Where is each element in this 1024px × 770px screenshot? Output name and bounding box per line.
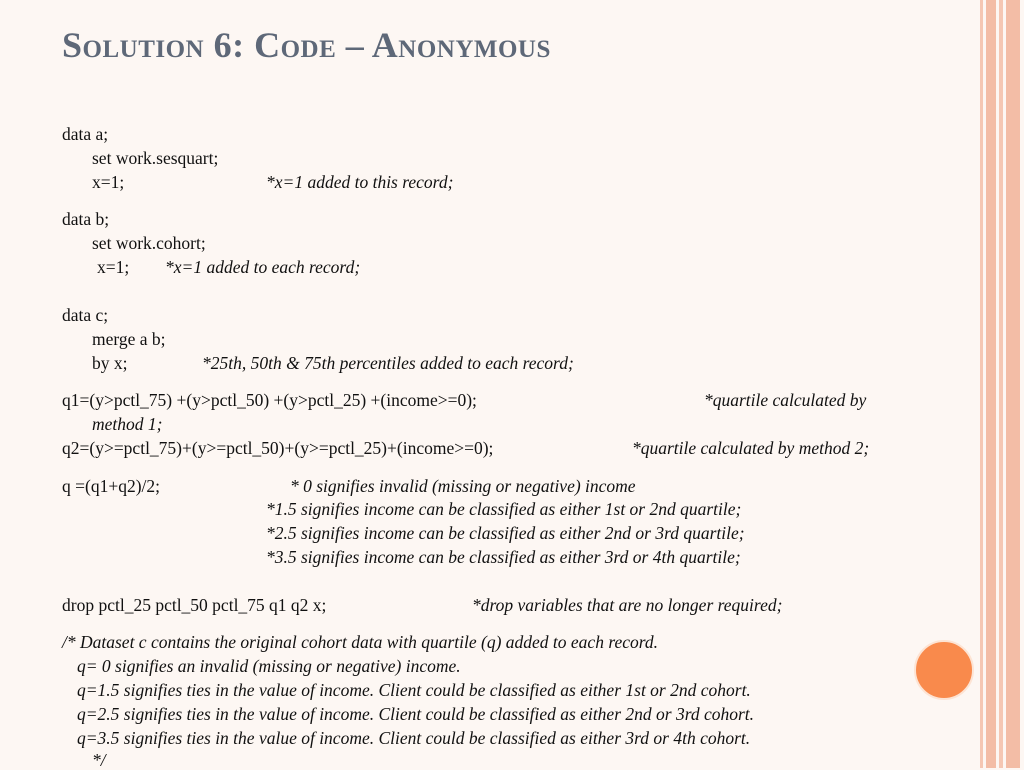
code-line: q2=(y>=pctl_75)+(y>=pctl_50)+(y>=pctl_25)+(income>=0);: [62, 438, 494, 458]
code-comment: *quartile calculated by: [704, 390, 867, 410]
code-comment: *drop variables that are no longer required;: [472, 595, 783, 615]
code-line: set work.cohort;: [92, 233, 206, 253]
decorative-stripe: [999, 0, 1003, 768]
code-line: q =(q1+q2)/2;: [62, 476, 160, 496]
code-comment: *x=1 added to this record;: [266, 172, 454, 192]
code-line: x=1;: [92, 172, 125, 192]
slide-title: Solution 6: Code – Anonymous: [62, 25, 551, 65]
block-comment-line: q=3.5 signifies ties in the value of income. Client could be classified as either 3rd or 4th cohort.: [77, 728, 751, 748]
decorative-stripe: [980, 0, 983, 768]
block-comment-line: q=1.5 signifies ties in the value of income. Client could be classified as either 1st or 2nd cohort.: [77, 680, 751, 700]
code-comment: method 1;: [92, 414, 163, 434]
code-comment: *1.5 signifies income can be classified as either 1st or 2nd quartile;: [266, 499, 742, 519]
block-comment-line: q= 0 signifies an invalid (missing or negative) income.: [77, 656, 461, 676]
code-comment: *quartile calculated by method 2;: [632, 438, 870, 458]
code-line: data a;: [62, 124, 109, 144]
code-line: by x;: [92, 353, 128, 373]
code-comment: * 0 signifies invalid (missing or negative) income: [290, 476, 636, 496]
decorative-circle: [914, 640, 974, 700]
code-line: merge a b;: [92, 329, 166, 349]
block-comment-line: q=2.5 signifies ties in the value of income. Client could be classified as either 2nd or 3rd cohort.: [77, 704, 755, 724]
decorative-stripe: [1006, 0, 1020, 768]
code-line: data c;: [62, 305, 109, 325]
code-comment: *x=1 added to each record;: [165, 257, 361, 277]
code-line: drop pctl_25 pctl_50 pctl_75 q1 q2 x;: [62, 595, 327, 615]
code-line: data b;: [62, 209, 110, 229]
code-comment: *25th, 50th & 75th percentiles added to each record;: [202, 353, 574, 373]
code-line: q1=(y>pctl_75) +(y>pctl_50) +(y>pctl_25) +(income>=0);: [62, 390, 477, 410]
code-comment: *2.5 signifies income can be classified as either 2nd or 3rd quartile;: [266, 523, 745, 543]
code-line: set work.sesquart;: [92, 148, 219, 168]
code-comment: *3.5 signifies income can be classified as either 3rd or 4th quartile;: [266, 547, 741, 567]
decorative-stripe: [986, 0, 996, 768]
code-line: x=1;: [97, 257, 130, 277]
block-comment-line: /* Dataset c contains the original cohort data with quartile (q) added to each record.: [62, 632, 659, 652]
block-comment-line: */: [92, 750, 106, 770]
